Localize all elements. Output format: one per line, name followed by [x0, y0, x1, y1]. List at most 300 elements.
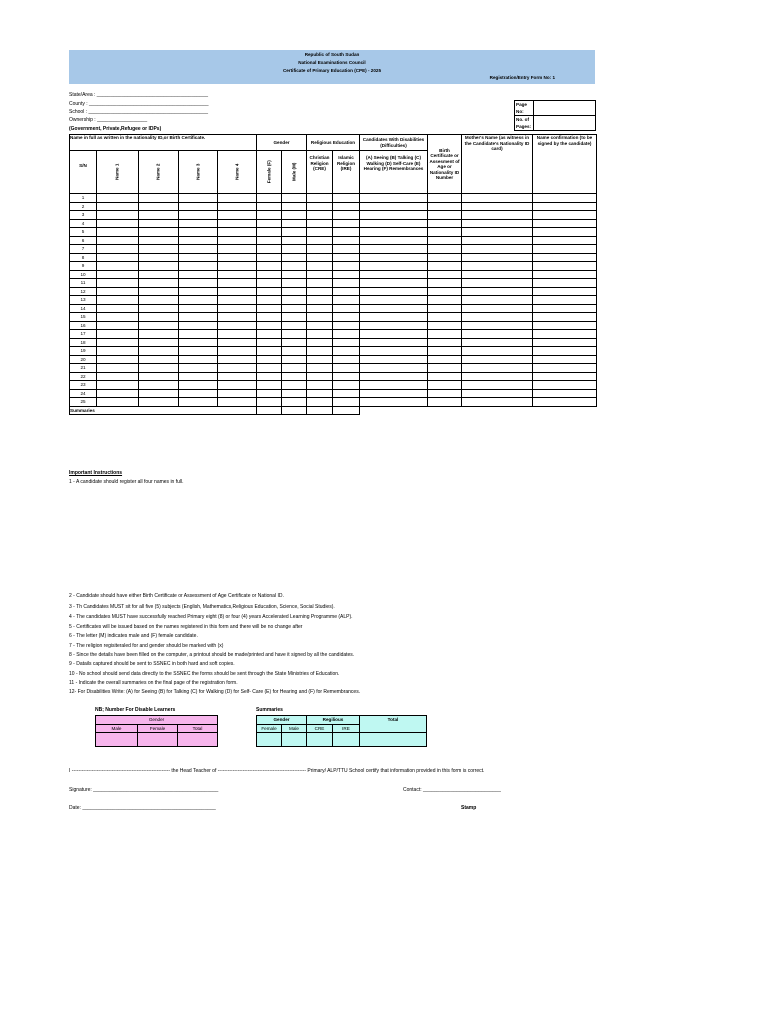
table-cell[interactable] [428, 355, 462, 364]
table-cell[interactable] [428, 347, 462, 356]
table-cell[interactable] [179, 194, 218, 203]
table-cell[interactable] [257, 202, 282, 211]
no-of-pages-value[interactable] [534, 116, 596, 131]
table-cell[interactable] [97, 211, 139, 220]
table-cell[interactable] [282, 194, 307, 203]
table-cell[interactable] [333, 262, 360, 271]
table-cell[interactable] [462, 321, 533, 330]
table-cell[interactable] [462, 253, 533, 262]
table-cell[interactable] [333, 364, 360, 373]
table-cell[interactable] [257, 372, 282, 381]
table-cell[interactable] [428, 245, 462, 254]
table-cell[interactable] [360, 262, 428, 271]
table-cell[interactable] [462, 296, 533, 305]
table-cell[interactable] [179, 381, 218, 390]
table-cell[interactable] [428, 279, 462, 288]
table-cell[interactable] [218, 194, 257, 203]
summary-cell[interactable] [307, 406, 333, 415]
table-cell[interactable] [218, 330, 257, 339]
table-cell[interactable] [179, 262, 218, 271]
table-cell[interactable] [333, 270, 360, 279]
table-cell[interactable] [333, 398, 360, 407]
table-cell[interactable] [179, 389, 218, 398]
table-cell[interactable] [179, 330, 218, 339]
table-cell[interactable] [533, 355, 597, 364]
table-cell[interactable] [257, 245, 282, 254]
summary-ire-value[interactable] [333, 733, 360, 747]
table-cell[interactable] [462, 262, 533, 271]
table-cell[interactable] [97, 372, 139, 381]
table-cell[interactable] [282, 372, 307, 381]
table-cell[interactable] [257, 355, 282, 364]
table-cell[interactable] [97, 236, 139, 245]
table-cell[interactable] [282, 219, 307, 228]
table-cell[interactable] [360, 330, 428, 339]
table-cell[interactable] [333, 219, 360, 228]
table-cell[interactable] [97, 262, 139, 271]
table-cell[interactable] [533, 364, 597, 373]
table-cell[interactable] [333, 296, 360, 305]
table-cell[interactable] [462, 389, 533, 398]
table-cell[interactable] [533, 321, 597, 330]
table-cell[interactable] [282, 313, 307, 322]
table-cell[interactable] [360, 398, 428, 407]
table-cell[interactable] [533, 202, 597, 211]
table-cell[interactable] [218, 347, 257, 356]
table-cell[interactable] [257, 364, 282, 373]
table-cell[interactable] [307, 245, 333, 254]
table-cell[interactable] [257, 194, 282, 203]
table-cell[interactable] [282, 355, 307, 364]
county-field[interactable]: County : ___________________________________________ [69, 101, 209, 107]
table-cell[interactable] [97, 219, 139, 228]
table-cell[interactable] [360, 296, 428, 305]
table-cell[interactable] [139, 330, 179, 339]
table-cell[interactable] [333, 287, 360, 296]
table-cell[interactable] [97, 245, 139, 254]
table-cell[interactable] [360, 372, 428, 381]
table-cell[interactable] [428, 381, 462, 390]
table-cell[interactable] [139, 338, 179, 347]
table-cell[interactable] [97, 313, 139, 322]
table-cell[interactable] [139, 372, 179, 381]
table-cell[interactable] [428, 270, 462, 279]
table-cell[interactable] [257, 279, 282, 288]
table-cell[interactable] [428, 219, 462, 228]
table-cell[interactable] [179, 296, 218, 305]
table-cell[interactable] [307, 270, 333, 279]
table-cell[interactable] [307, 330, 333, 339]
table-cell[interactable] [257, 347, 282, 356]
table-cell[interactable] [533, 287, 597, 296]
table-cell[interactable] [179, 236, 218, 245]
table-cell[interactable] [282, 262, 307, 271]
table-cell[interactable] [360, 270, 428, 279]
table-cell[interactable] [462, 219, 533, 228]
table-cell[interactable] [139, 364, 179, 373]
table-cell[interactable] [257, 313, 282, 322]
table-cell[interactable] [179, 372, 218, 381]
summary-cell[interactable] [282, 406, 307, 415]
table-cell[interactable] [360, 355, 428, 364]
table-cell[interactable] [428, 253, 462, 262]
table-cell[interactable] [333, 304, 360, 313]
table-cell[interactable] [257, 211, 282, 220]
table-cell[interactable] [257, 389, 282, 398]
table-cell[interactable] [257, 330, 282, 339]
table-cell[interactable] [179, 287, 218, 296]
table-cell[interactable] [533, 270, 597, 279]
table-cell[interactable] [139, 287, 179, 296]
table-cell[interactable] [360, 194, 428, 203]
table-cell[interactable] [360, 211, 428, 220]
table-cell[interactable] [307, 202, 333, 211]
table-cell[interactable] [218, 338, 257, 347]
table-cell[interactable] [282, 296, 307, 305]
table-cell[interactable] [462, 355, 533, 364]
table-cell[interactable] [282, 253, 307, 262]
table-cell[interactable] [139, 194, 179, 203]
table-cell[interactable] [179, 279, 218, 288]
table-cell[interactable] [282, 279, 307, 288]
school-field[interactable]: School : ___________________________________________ [69, 109, 209, 115]
table-cell[interactable] [360, 389, 428, 398]
table-cell[interactable] [307, 194, 333, 203]
table-cell[interactable] [428, 313, 462, 322]
table-cell[interactable] [139, 253, 179, 262]
table-cell[interactable] [333, 236, 360, 245]
table-cell[interactable] [139, 355, 179, 364]
table-cell[interactable] [462, 194, 533, 203]
table-cell[interactable] [428, 304, 462, 313]
table-cell[interactable] [218, 228, 257, 237]
table-cell[interactable] [307, 364, 333, 373]
table-cell[interactable] [307, 219, 333, 228]
table-cell[interactable] [533, 211, 597, 220]
table-cell[interactable] [282, 304, 307, 313]
table-cell[interactable] [282, 321, 307, 330]
table-cell[interactable] [307, 296, 333, 305]
table-cell[interactable] [97, 338, 139, 347]
table-cell[interactable] [360, 338, 428, 347]
table-cell[interactable] [533, 304, 597, 313]
table-cell[interactable] [428, 338, 462, 347]
table-cell[interactable] [282, 338, 307, 347]
table-cell[interactable] [333, 313, 360, 322]
table-cell[interactable] [533, 228, 597, 237]
table-cell[interactable] [139, 228, 179, 237]
table-cell[interactable] [179, 338, 218, 347]
table-cell[interactable] [257, 304, 282, 313]
table-cell[interactable] [139, 236, 179, 245]
table-cell[interactable] [97, 296, 139, 305]
table-cell[interactable] [307, 236, 333, 245]
table-cell[interactable] [218, 296, 257, 305]
table-cell[interactable] [218, 245, 257, 254]
table-cell[interactable] [428, 398, 462, 407]
table-cell[interactable] [533, 194, 597, 203]
table-cell[interactable] [218, 262, 257, 271]
table-cell[interactable] [428, 364, 462, 373]
table-cell[interactable] [307, 228, 333, 237]
table-cell[interactable] [179, 321, 218, 330]
table-cell[interactable] [282, 330, 307, 339]
table-cell[interactable] [97, 398, 139, 407]
table-cell[interactable] [462, 364, 533, 373]
table-cell[interactable] [462, 381, 533, 390]
table-cell[interactable] [307, 398, 333, 407]
table-cell[interactable] [218, 398, 257, 407]
table-cell[interactable] [333, 245, 360, 254]
table-cell[interactable] [97, 253, 139, 262]
table-cell[interactable] [462, 202, 533, 211]
table-cell[interactable] [282, 211, 307, 220]
table-cell[interactable] [533, 313, 597, 322]
table-cell[interactable] [257, 228, 282, 237]
table-cell[interactable] [307, 347, 333, 356]
table-cell[interactable] [333, 389, 360, 398]
table-cell[interactable] [218, 321, 257, 330]
date-field[interactable]: Date: ________________________________________________ [69, 805, 216, 811]
disable-female-value[interactable] [138, 733, 178, 747]
table-cell[interactable] [333, 211, 360, 220]
table-cell[interactable] [97, 202, 139, 211]
table-cell[interactable] [218, 219, 257, 228]
table-cell[interactable] [428, 389, 462, 398]
signature-field[interactable]: Signature: _____________________________________________ [69, 787, 219, 793]
table-cell[interactable] [139, 347, 179, 356]
table-cell[interactable] [307, 389, 333, 398]
table-cell[interactable] [139, 211, 179, 220]
table-cell[interactable] [218, 313, 257, 322]
page-no-value[interactable] [534, 101, 596, 116]
summary-cell[interactable] [333, 406, 360, 415]
table-cell[interactable] [360, 347, 428, 356]
table-cell[interactable] [97, 270, 139, 279]
table-cell[interactable] [282, 347, 307, 356]
table-cell[interactable] [179, 228, 218, 237]
table-cell[interactable] [533, 330, 597, 339]
table-cell[interactable] [307, 262, 333, 271]
table-cell[interactable] [179, 313, 218, 322]
table-cell[interactable] [97, 279, 139, 288]
table-cell[interactable] [139, 313, 179, 322]
table-cell[interactable] [333, 381, 360, 390]
table-cell[interactable] [462, 245, 533, 254]
table-cell[interactable] [179, 211, 218, 220]
table-cell[interactable] [218, 355, 257, 364]
table-cell[interactable] [218, 364, 257, 373]
table-cell[interactable] [218, 372, 257, 381]
table-cell[interactable] [428, 287, 462, 296]
table-cell[interactable] [333, 330, 360, 339]
table-cell[interactable] [360, 304, 428, 313]
table-cell[interactable] [282, 228, 307, 237]
table-cell[interactable] [218, 279, 257, 288]
table-cell[interactable] [97, 304, 139, 313]
table-cell[interactable] [462, 330, 533, 339]
table-cell[interactable] [218, 253, 257, 262]
table-cell[interactable] [428, 211, 462, 220]
table-cell[interactable] [97, 321, 139, 330]
table-cell[interactable] [282, 381, 307, 390]
table-cell[interactable] [139, 296, 179, 305]
table-cell[interactable] [533, 279, 597, 288]
table-cell[interactable] [360, 202, 428, 211]
table-cell[interactable] [282, 202, 307, 211]
table-cell[interactable] [139, 389, 179, 398]
table-cell[interactable] [282, 270, 307, 279]
table-cell[interactable] [139, 321, 179, 330]
table-cell[interactable] [462, 313, 533, 322]
table-cell[interactable] [333, 372, 360, 381]
table-cell[interactable] [533, 245, 597, 254]
table-cell[interactable] [533, 296, 597, 305]
table-cell[interactable] [307, 279, 333, 288]
disable-male-value[interactable] [96, 733, 138, 747]
table-cell[interactable] [139, 381, 179, 390]
table-cell[interactable] [307, 304, 333, 313]
table-cell[interactable] [179, 219, 218, 228]
table-cell[interactable] [428, 296, 462, 305]
table-cell[interactable] [179, 253, 218, 262]
table-cell[interactable] [428, 228, 462, 237]
table-cell[interactable] [97, 347, 139, 356]
table-cell[interactable] [139, 202, 179, 211]
table-cell[interactable] [97, 364, 139, 373]
table-cell[interactable] [360, 253, 428, 262]
table-cell[interactable] [307, 321, 333, 330]
table-cell[interactable] [533, 262, 597, 271]
table-cell[interactable] [360, 313, 428, 322]
table-cell[interactable] [97, 194, 139, 203]
table-cell[interactable] [97, 228, 139, 237]
table-cell[interactable] [360, 287, 428, 296]
table-cell[interactable] [428, 236, 462, 245]
table-cell[interactable] [307, 253, 333, 262]
table-cell[interactable] [97, 287, 139, 296]
table-cell[interactable] [257, 287, 282, 296]
table-cell[interactable] [257, 321, 282, 330]
table-cell[interactable] [282, 364, 307, 373]
table-cell[interactable] [462, 287, 533, 296]
table-cell[interactable] [533, 398, 597, 407]
table-cell[interactable] [333, 321, 360, 330]
table-cell[interactable] [282, 245, 307, 254]
table-cell[interactable] [533, 219, 597, 228]
table-cell[interactable] [307, 338, 333, 347]
table-cell[interactable] [218, 202, 257, 211]
table-cell[interactable] [428, 194, 462, 203]
table-cell[interactable] [533, 389, 597, 398]
table-cell[interactable] [139, 304, 179, 313]
table-cell[interactable] [218, 304, 257, 313]
disable-total-value[interactable] [178, 733, 218, 747]
summary-male-value[interactable] [282, 733, 307, 747]
table-cell[interactable] [462, 304, 533, 313]
table-cell[interactable] [333, 253, 360, 262]
table-cell[interactable] [139, 219, 179, 228]
table-cell[interactable] [139, 245, 179, 254]
table-cell[interactable] [533, 236, 597, 245]
table-cell[interactable] [139, 270, 179, 279]
table-cell[interactable] [257, 236, 282, 245]
table-cell[interactable] [282, 236, 307, 245]
summary-total-value[interactable] [360, 733, 427, 747]
table-cell[interactable] [179, 270, 218, 279]
table-cell[interactable] [462, 270, 533, 279]
table-cell[interactable] [179, 245, 218, 254]
table-cell[interactable] [139, 262, 179, 271]
table-cell[interactable] [428, 262, 462, 271]
table-cell[interactable] [257, 338, 282, 347]
table-cell[interactable] [462, 228, 533, 237]
table-cell[interactable] [428, 330, 462, 339]
table-cell[interactable] [218, 287, 257, 296]
table-cell[interactable] [307, 211, 333, 220]
table-cell[interactable] [360, 219, 428, 228]
table-cell[interactable] [282, 287, 307, 296]
table-cell[interactable] [257, 219, 282, 228]
table-cell[interactable] [282, 398, 307, 407]
table-cell[interactable] [333, 279, 360, 288]
table-cell[interactable] [462, 211, 533, 220]
table-cell[interactable] [333, 194, 360, 203]
table-cell[interactable] [360, 321, 428, 330]
table-cell[interactable] [218, 270, 257, 279]
contact-field[interactable]: Contact: ____________________________ [403, 787, 501, 793]
table-cell[interactable] [307, 313, 333, 322]
table-cell[interactable] [97, 381, 139, 390]
table-cell[interactable] [462, 398, 533, 407]
table-cell[interactable] [179, 364, 218, 373]
table-cell[interactable] [333, 338, 360, 347]
table-cell[interactable] [97, 389, 139, 398]
table-cell[interactable] [139, 398, 179, 407]
table-cell[interactable] [428, 321, 462, 330]
table-cell[interactable] [257, 262, 282, 271]
table-cell[interactable] [307, 287, 333, 296]
summary-female-value[interactable] [257, 733, 282, 747]
summary-cell[interactable] [257, 406, 282, 415]
table-cell[interactable] [333, 228, 360, 237]
table-cell[interactable] [462, 236, 533, 245]
table-cell[interactable] [97, 330, 139, 339]
table-cell[interactable] [360, 245, 428, 254]
table-cell[interactable] [333, 347, 360, 356]
table-cell[interactable] [257, 296, 282, 305]
table-cell[interactable] [333, 202, 360, 211]
table-cell[interactable] [139, 279, 179, 288]
table-cell[interactable] [257, 398, 282, 407]
table-cell[interactable] [360, 364, 428, 373]
table-cell[interactable] [462, 279, 533, 288]
state-field[interactable]: State/Area : ________________________________________ [69, 92, 209, 98]
table-cell[interactable] [360, 228, 428, 237]
table-cell[interactable] [533, 338, 597, 347]
table-cell[interactable] [282, 389, 307, 398]
table-cell[interactable] [218, 236, 257, 245]
table-cell[interactable] [257, 270, 282, 279]
table-cell[interactable] [533, 381, 597, 390]
table-cell[interactable] [257, 253, 282, 262]
table-cell[interactable] [360, 381, 428, 390]
table-cell[interactable] [428, 372, 462, 381]
table-cell[interactable] [533, 253, 597, 262]
table-cell[interactable] [257, 381, 282, 390]
table-cell[interactable] [307, 381, 333, 390]
table-cell[interactable] [179, 398, 218, 407]
